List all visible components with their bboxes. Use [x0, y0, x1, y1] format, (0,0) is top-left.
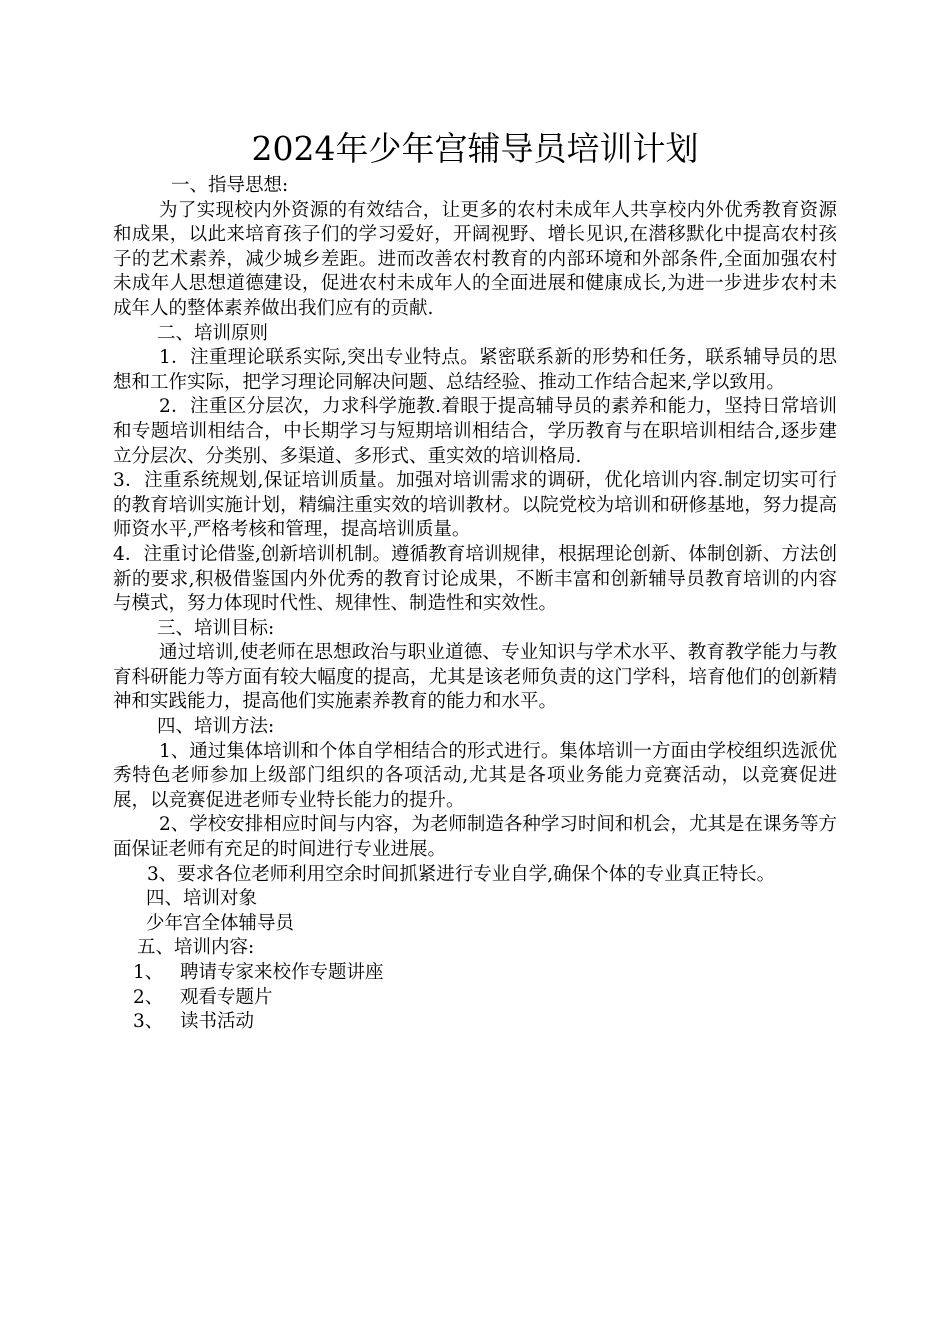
paragraph-guiding-ideology: 为了实现校内外资源的有效结合，让更多的农村未成年人共享校内外优秀教育资源和成果，以此来培育孩子们的学习爱好，开阔视野、增长见识,在潜移默化中提高农村孩子的艺术素养，减少城乡差距。进而改善农村教育的内部环境和外部条件,全面加强农村未成年人思想道德建设，促进农村未成年人的全面进展和健康成长,为进一步进步农村未成年人的整体素养做出我们应有的贡献. — [113, 199, 837, 319]
paragraph-training-targets: 少年宫全体辅导员 — [146, 912, 295, 934]
paragraph-training-goals: 通过培训,使老师在思想政治与职业道德、专业知识与学术水平、教育教学能力与教育科研能力等方面有较大幅度的提高，尤其是该老师负责的这门学科，培育他们的创新精神和实践能力，提高他们实施素养教育的能力和水平。 — [113, 642, 837, 713]
section-heading-training-methods: 四、培训方法: — [157, 716, 275, 738]
list-item-number: 1、 — [133, 962, 164, 983]
paragraph-principle-1: 1．注重理论联系实际,突出专业特点。紧密联系新的形势和任务，联系辅导员的思想和工作实际，把学习理论同解决问题、总结经验、推动工作结合起来,学以致用。 — [113, 347, 837, 393]
list-item — [113, 961, 837, 986]
section-heading-training-targets: 四、培训对象 — [146, 888, 258, 910]
list-item-label: 观看专题片 — [180, 986, 273, 1008]
paragraph-principle-3: 3．注重系统规划,保证培训质量。加强对培训需求的调研，优化培训内容.制定切实可行的教育培训实施计划，精编注重实效的培训教材。以院党校为培训和研修基地，努力提高师资水平,严格考核和管理，提高培训质量。 — [113, 470, 837, 541]
paragraph-method-2: 2、学校安排相应时间与内容，为老师制造各种学习时间和机会，尤其是在课务等方面保证老师有充足的时间进行专业进展。 — [113, 814, 837, 861]
paragraph-principle-2: 2．注重区分层次，力求科学施教.着眼于提高辅导员的素养和能力，坚持日常培训和专题培训相结合，中长期学习与短期培训相结合，学历教育与在职培训相结合,逐步建立分层次、分类别、多渠道、多形式、重实效的培训格局. — [113, 396, 837, 467]
paragraph-method-3: 3、要求各位老师利用空余时间抓紧进行专业自学,确保个体的专业真正特长。 — [147, 863, 776, 885]
list-item-label: 聘请专家来校作专题讲座 — [180, 962, 384, 983]
section-heading-training-content: 五、培训内容: — [137, 937, 255, 959]
list-item-label: 读书活动 — [180, 1011, 255, 1033]
list-item-number: 3、 — [133, 1011, 164, 1033]
page-title: 2024年少年宫辅导员培训计划 — [251, 129, 699, 168]
list-item — [113, 1010, 837, 1035]
list-item-number: 2、 — [133, 986, 164, 1008]
section-heading-training-goals: 三、培训目标: — [157, 617, 275, 639]
document-body — [113, 174, 837, 1035]
paragraph-principle-4: 4．注重讨论借鉴,创新培训机制。遵循教育培训规律，根据理论创新、体制创新、方法创新的要求,积极借鉴国内外优秀的教育讨论成果，不断丰富和创新辅导员教育培训的内容与模式，努力体现时代性、规律性、制造性和实效性。 — [113, 543, 837, 615]
section-heading-guiding-ideology: 一、指导思想: — [171, 175, 289, 196]
paragraph-method-1: 1、通过集体培训和个体自学相结合的形式进行。集体培训一方面由学校组织选派优秀特色老师参加上级部门组织的各项活动,尤其是各项业务能力竞赛活动，以竞赛促进展，以竞赛促进老师专业特长能力的提升。 — [113, 740, 837, 811]
section-heading-training-principles: 二、培训原则 — [157, 322, 269, 344]
list-item — [113, 986, 837, 1011]
